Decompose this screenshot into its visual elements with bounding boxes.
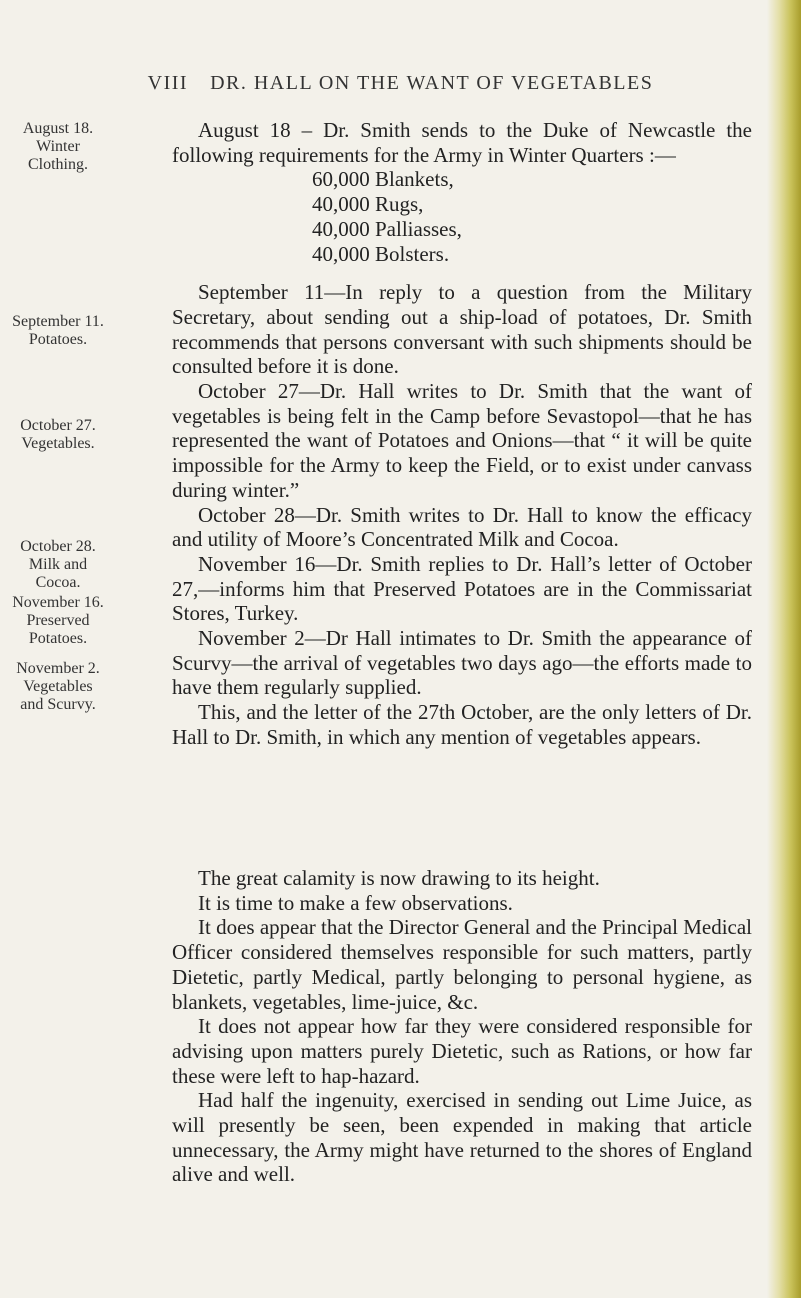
running-header: [0, 72, 801, 95]
margin-note-topic: Milk and: [28, 556, 88, 573]
margin-note-topic: and Scurvy.: [20, 696, 96, 713]
margin-note-date: August 18.: [22, 120, 94, 137]
calamity-paragraph: The great calamity is now drawing to its height.: [198, 866, 600, 890]
requirement-item: 40,000 Rugs,: [312, 192, 424, 217]
margin-note-date: October 27.: [20, 417, 96, 434]
margin-note-august-18: [2, 120, 114, 174]
margin-note-october-28: [2, 538, 114, 592]
margin-note-topic: Clothing.: [27, 156, 88, 173]
requirement-item: 40,000 Palliasses,: [312, 216, 462, 241]
margin-note-november-2: [2, 660, 114, 714]
margin-note-topic: Winter: [36, 138, 80, 155]
running-title: DR. HALL ON THE WANT OF VEGETABLES: [210, 72, 654, 94]
requirement-item: 60,000 Blankets,: [312, 167, 454, 192]
margin-note-topic: Potatoes.: [28, 331, 88, 348]
entry-october-28: October 28—Dr. Smith writes to Dr. Hall to know the efficacy and utility of Moore’s Concentrated Milk and Cocoa.: [172, 502, 752, 552]
margin-note-september-11: [2, 313, 114, 349]
margin-note-date: September 11.: [12, 313, 104, 330]
margin-note-date: November 2.: [16, 660, 100, 677]
entry-october-27: October 27—Dr. Hall writes to Dr. Smith that the want of vegetables is being felt in the Camp before Sevastopol—that he has represented the want of Potatoes and Onions—that “ it will be quite impossible for the Army to keep the Field, or to exist under canvass during winter.”: [172, 379, 752, 502]
entry-november-16: November 16—Dr. Smith replies to Dr. Hall’s letter of October 27,—informs him that Preserved Potatoes are in the Commissariat Stores, Turkey.: [172, 551, 752, 626]
ingenuity-paragraph: Had half the ingenuity, exercised in sending out Lime Juice, as will presently be seen, been expended in making that article unnecessary, the Army might have returned to the shores of England alive and well.: [172, 1088, 752, 1187]
margin-note-october-27: [2, 417, 114, 453]
margin-note-topic: Preserved: [26, 612, 90, 629]
margin-note-november-16: [2, 594, 114, 648]
summary-paragraph: This, and the letter of the 27th October, are the only letters of Dr. Hall to Dr. Smith, in which any mention of vegetables appears.: [172, 700, 752, 749]
entry-september-11: September 11—In reply to a question from the Military Secretary, about sending out a ship-load of potatoes, Dr. Smith recommends that persons conversant with such shipments should be consulted before it is done.: [172, 280, 752, 379]
body-text-lower: [172, 866, 752, 1187]
body-text-upper: [172, 118, 752, 750]
margin-note-topic: Potatoes.: [28, 630, 88, 647]
page-edge: [767, 0, 801, 1298]
entry-november-2: November 2—Dr Hall intimates to Dr. Smith the appearance of Scurvy—the arrival of vegetables two days ago—the efforts made to have them regularly supplied.: [172, 626, 752, 700]
margin-note-topic: Vegetables: [23, 678, 93, 695]
margin-note-date: October 28.: [20, 538, 96, 555]
requirement-item: 40,000 Bolsters.: [312, 241, 450, 266]
margin-note-topic: Vegetables.: [21, 435, 95, 452]
entry-august-18: August 18 – Dr. Smith sends to the Duke of Newcastle the following requirements for the Army in Winter Quarters :—: [172, 118, 752, 167]
margin-note-date: November 16.: [12, 594, 104, 611]
observations-paragraph: It is time to make a few observations.: [198, 890, 513, 915]
rations-paragraph: It does not appear how far they were considered responsible for advising upon matters purely Dietetic, such as Rations, or how far these were left to hap-hazard.: [172, 1014, 752, 1088]
responsibility-paragraph: It does appear that the Director General and the Principal Medical Officer considered themselves responsible for such matters, partly Dietetic, partly Medical, partly belonging to personal hygiene, as blankets, vegetables, lime-juice, &c.: [172, 915, 752, 1014]
page-number: VIII: [147, 72, 189, 94]
margin-note-topic: Cocoa.: [35, 574, 81, 591]
